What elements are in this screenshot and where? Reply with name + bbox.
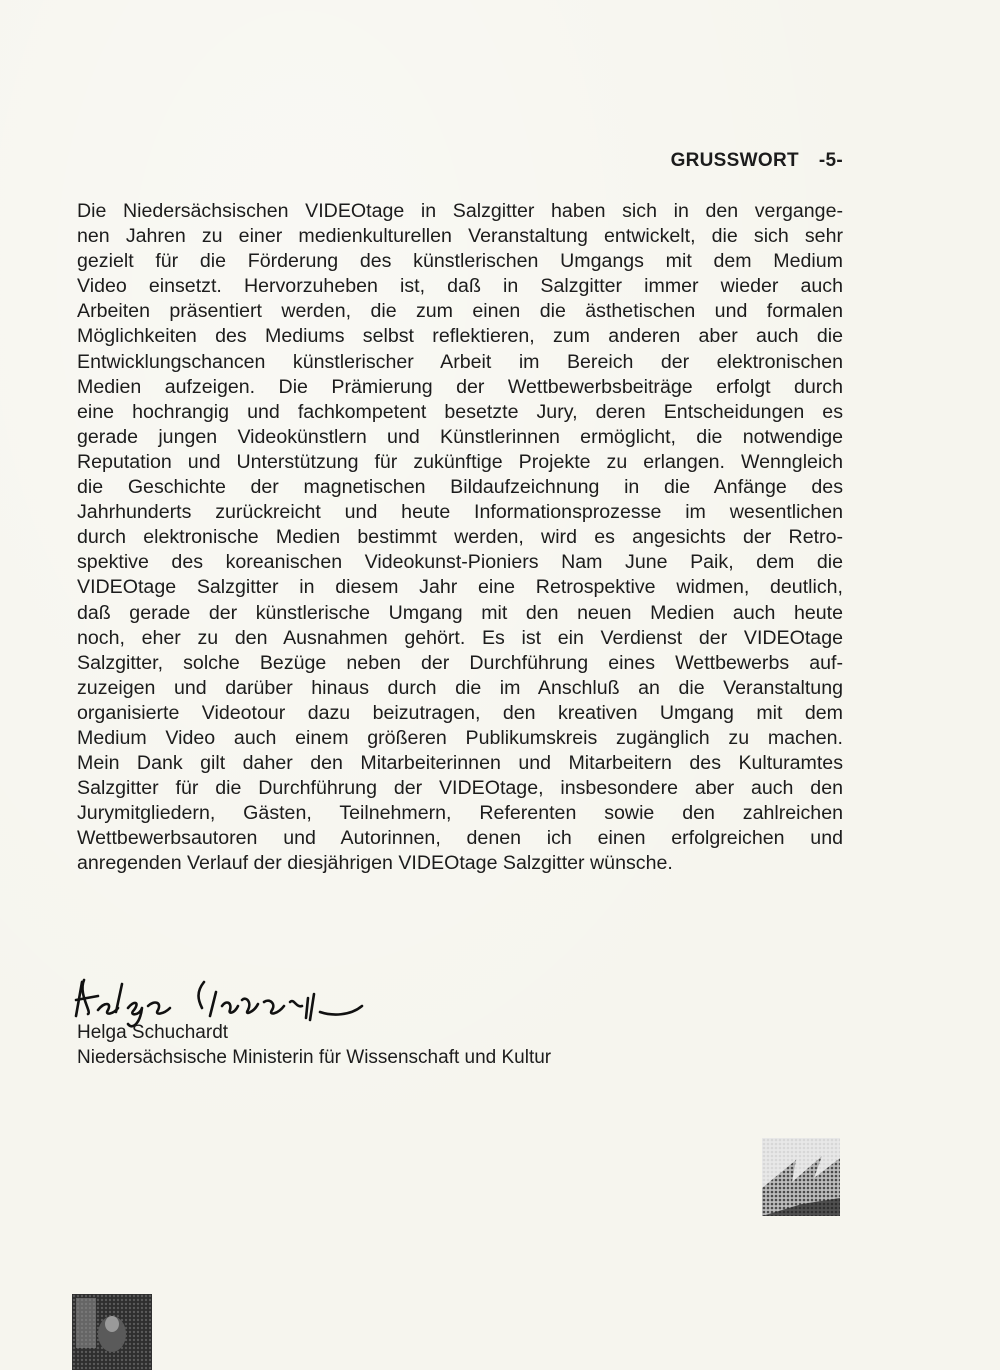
body-text-line: Jurymitgliedern, Gästen, Teilnehmern, Referenten sowie den zahlreichen: [77, 802, 843, 825]
body-text-line: eine hochrangig und fachkompetent besetzte Jury, deren Entscheidungen es: [77, 400, 843, 423]
body-text-line: die Geschichte der magnetischen Bildaufzeichnung in die Anfänge des: [77, 476, 843, 499]
page-number: -5-: [818, 150, 843, 171]
body-text-line: organisierte Videotour dazu beizutragen, den kreativen Umgang mit dem: [77, 701, 843, 724]
body-text-line: anregenden Verlauf der diesjährigen VIDEOtage Salzgitter wünsche.: [77, 852, 673, 875]
body-text-line: Entwicklungschancen künstlerischer Arbeit im Bereich der elektronischen: [77, 350, 843, 373]
body-text-line: noch, eher zu den Ausnahmen gehört. Es ist ein Verdienst der VIDEOtage: [77, 626, 843, 649]
body-text-line: Möglichkeiten des Mediums selbst reflektieren, zum anderen aber auch die: [77, 325, 843, 348]
halftone-photo-thumbnail: [762, 1138, 840, 1216]
body-text-line: Medium Video auch einem größeren Publikumskreis zugänglich zu machen.: [77, 726, 843, 749]
body-text-line: nen Jahren zu einer medienkulturellen Veranstaltung entwickelt, die sich sehr: [77, 225, 843, 248]
body-text-line: VIDEOtage Salzgitter in diesem Jahr eine Retrospektive widmen, deutlich,: [77, 576, 843, 599]
body-text-line: Medien aufzeigen. Die Prämierung der Wettbewerbsbeiträge erfolgt durch: [77, 375, 843, 398]
body-text-line: Die Niedersächsischen VIDEOtage in Salzgitter haben sich in den vergange-: [77, 200, 843, 222]
page-header: [671, 150, 843, 172]
body-text-line: Video einsetzt. Hervorzuheben ist, daß in Salzgitter immer wieder auch: [77, 275, 843, 298]
section-title: GRUSSWORT: [670, 150, 799, 171]
body-text-line: Mein Dank gilt daher den Mitarbeiterinnen und Mitarbeitern des Kulturamtes: [77, 752, 843, 775]
body-text-line: zuzeigen und darüber hinaus durch die im Anschluß an die Veranstaltung: [77, 676, 843, 699]
signatory-title: Niedersächsische Ministerin für Wissenschaft und Kultur: [77, 1047, 552, 1068]
body-text-line: Wettbewerbsautoren und Autorinnen, denen ich einen erfolgreichen und: [77, 827, 843, 850]
body-text-line: Salzgitter für die Durchführung der VIDEOtage, insbesondere aber auch den: [77, 777, 843, 800]
body-text-line: daß gerade der künstlerische Umgang mit den neuen Medien auch heute: [77, 601, 843, 624]
body-text-line: Reputation und Unterstützung für zukünftige Projekte zu erlangen. Wenngleich: [77, 450, 843, 473]
body-text: [77, 199, 843, 877]
halftone-photo-thumbnail: [72, 1294, 152, 1370]
body-text-line: durch elektronische Medien bestimmt werden, wird es angesichts der Retro-: [77, 526, 843, 549]
body-text-line: Jahrhunderts zurückreicht und heute Informationsprozesse im wesentlichen: [77, 501, 843, 524]
signatory-name: Helga Schuchardt: [77, 1022, 229, 1043]
body-text-line: gerade jungen Videokünstlern und Künstlerinnen ermöglicht, die notwendige: [77, 425, 843, 448]
body-text-line: gezielt für die Förderung des künstlerischen Umgangs mit dem Medium: [77, 250, 843, 273]
body-text-line: spektive des koreanischen Videokunst-Pioniers Nam June Paik, dem die: [77, 551, 843, 574]
body-text-line: Arbeiten präsentiert werden, die zum einen die ästhetischen und formalen: [77, 300, 843, 323]
body-text-line: Salzgitter, solche Bezüge neben der Durchführung eines Wettbewerbs auf-: [77, 651, 843, 674]
